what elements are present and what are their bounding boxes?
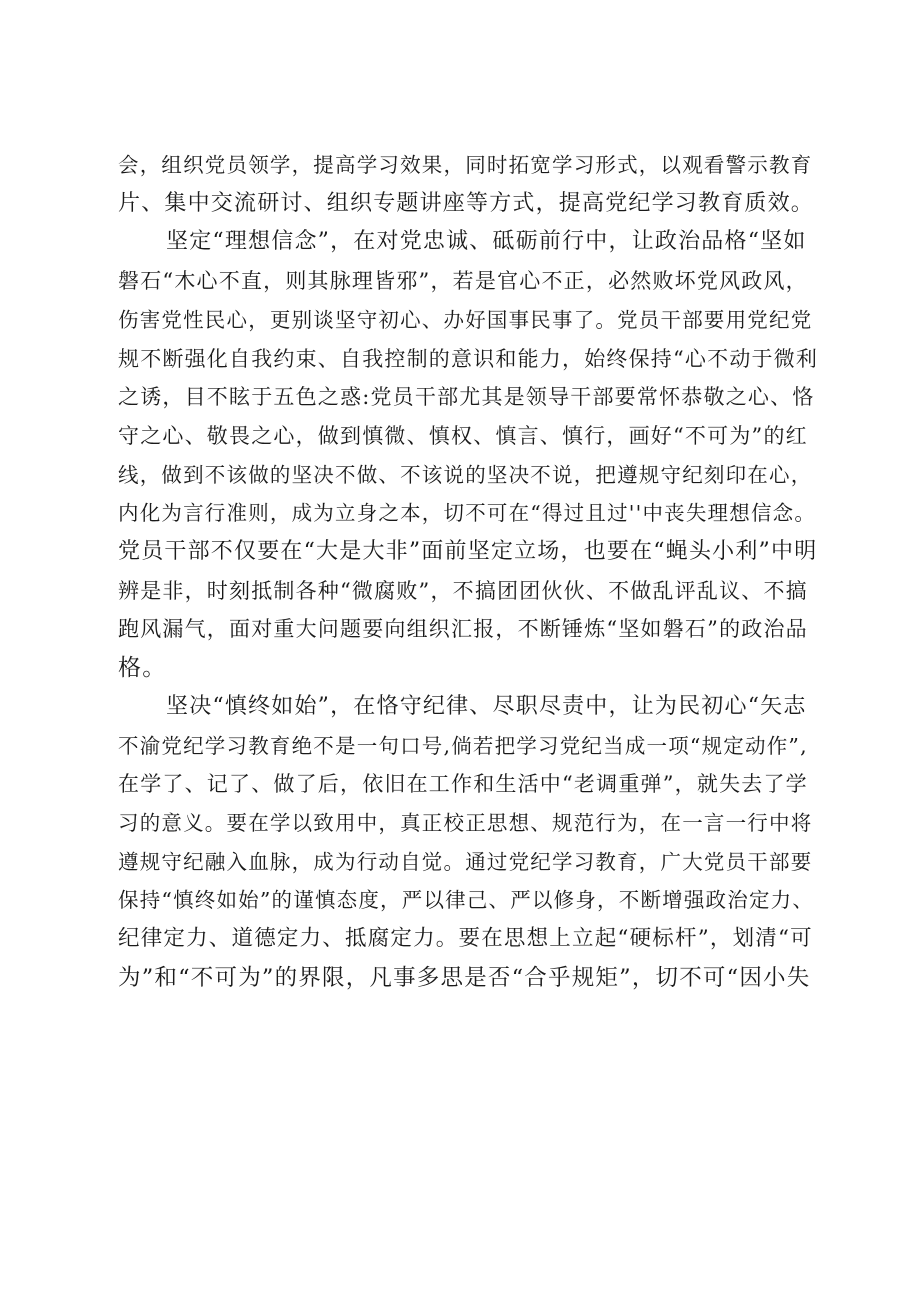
paragraph-line: 纪律定力、道德定力、抵腐定力。要在思想上立起“硬标杆”，划清“可 [118,926,813,952]
paragraph-line: 不渝党纪学习教育绝不是一句口号,倘若把学习党纪当成一项“规定动作”, [118,733,808,758]
paragraph-line: 遵规守纪融入血脉，成为行动自觉。通过党纪学习教育，广大党员干部要 [118,849,813,874]
paragraph-line: 辨是非，时刻抵制各种“微腐败”，不搞团团伙伙、不做乱评乱议、不搞 [118,578,808,603]
paragraph-line: 保持“慎终如始”的谨慎态度，严以律己、严以修身，不断增强政治定力、 [118,888,815,913]
paragraph-line: 在学了、记了、做了后，依旧在工作和生活中“老调重弹”，就失去了学 [118,772,808,797]
paragraph-line: 坚定“理想信念”，在对党忠诚、砥砺前行中，让政治品格“坚如 [166,229,807,255]
paragraph-line: 跑风漏气，面对重大问题要向组织汇报，不断锤炼“坚如磐石”的政治品 [118,617,808,642]
paragraph-2 [118,223,818,687]
paragraph-line: 守之心、敬畏之心，做到慎微、慎权、慎言、慎行，画好“不可为”的红 [118,423,808,448]
document-body [118,146,818,997]
paragraph-3 [118,688,818,998]
paragraph-line: 习的意义。要在学以致用中，真正校正思想、规范行为，在一言一行中将 [118,810,813,835]
paragraph-line: 线，做到不该做的坚决不做、不该说的坚决不说，把遵规守纪刻印在心， [118,462,813,487]
paragraph-line: 规不断强化自我约束、自我控制的意识和能力，始终保持“心不动于微利 [118,346,819,371]
paragraph-line: 党员干部不仅要在“大是大非”面前坚定立场，也要在“蝇头小利”中明 [118,539,818,565]
paragraph-1 [118,146,818,223]
paragraph-line: 伤害党性民心，更别谈坚守初心、办好国事民事了。党员干部要用党纪党 [118,307,813,332]
paragraph-line: 磐石“木心不直，则其脉理皆邪”，若是官心不正，必然败坏党风政风， [118,269,808,294]
paragraph-line: 会，组织党员领学，提高学习效果，同时拓宽学习形式，以观看警示教育 [118,153,813,177]
paragraph-line: 坚决“慎终如始”，在恪守纪律、尽职尽责中，让为民初心“矢志 [166,693,807,719]
paragraph-line: 内化为言行准则，成为立身之本，切不可在“得过且过''中丧失理想信念。 [118,501,817,526]
paragraph-line: 之诱，目不眩于五色之惑:党员干部尤其是领导干部要常怀恭敬之心、恪 [118,385,815,410]
paragraph-line: 为”和“不可为”的界限，凡事多思是否“合乎规矩”，切不可“因小失 [118,964,811,991]
paragraph-line: 片、集中交流研讨、组织专题讲座等方式，提高党纪学习教育质效。 [118,190,815,216]
paragraph-line: 格。 [118,655,167,682]
